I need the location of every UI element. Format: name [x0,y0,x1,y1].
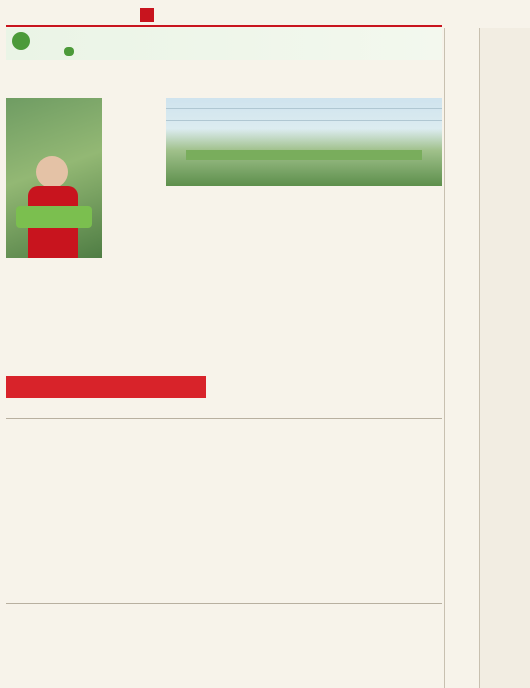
bottom-col1 [6,608,96,686]
sidebar-notice-2 [484,272,528,336]
article2-col10 [358,518,442,600]
article2-col6 [6,518,90,600]
lead-text-col5 [6,278,94,308]
page-number [140,8,154,22]
issue-date [255,7,256,12]
sidebar-notice-1 [484,72,528,172]
lead-text-col3 [256,190,346,276]
sidebar-notice-3 [484,348,528,392]
article2-col8 [182,518,266,600]
sidebar-notice-5 [484,596,528,646]
article2-col7 [94,518,178,600]
bottom-col4 [276,630,356,686]
lead-photo [6,98,102,258]
promo-banner [6,376,206,398]
bottom-col3 [188,630,272,686]
sidebar-notice-4 [484,456,528,556]
article2-col1 [6,422,90,514]
photo-caption [6,262,102,276]
article2-col3 [182,422,266,514]
lead-text-col4 [350,190,442,276]
bottom-col2 [100,630,184,686]
article2-col9 [270,518,354,600]
classifieds-sidebar [480,28,530,688]
lead-text-col9 [274,278,354,372]
article2-col4 [270,422,354,514]
series-banner [6,28,442,60]
lead-text-col7 [98,278,186,372]
lead-text-col1 [106,98,162,276]
greenhouse-photo [166,98,442,186]
bottom-col5 [360,630,442,686]
article2-col5 [358,422,442,514]
lead-text-col2 [166,190,252,276]
wheat-icon [12,32,30,50]
lead-text-col8 [190,278,270,372]
lead-text-col10 [358,278,442,372]
article2-col2 [94,422,178,514]
masthead [0,0,530,26]
series-subtitle [64,47,74,56]
lead-text-col6 [6,318,94,372]
